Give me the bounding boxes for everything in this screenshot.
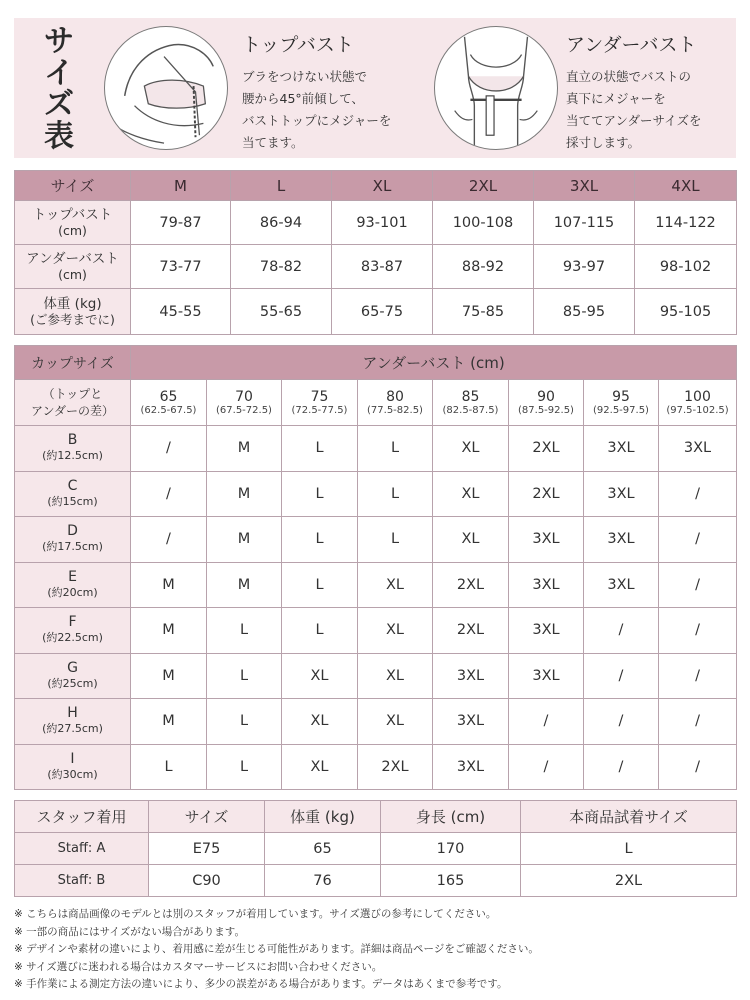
note-line: ※ サイズ選びに迷われる場合はカスタマーサービスにお問い合わせください。 [14, 960, 383, 973]
table-cell: M [131, 653, 207, 699]
size-guide-header [14, 18, 736, 158]
size-col-header: 4XL [635, 171, 737, 201]
table-cell: / [659, 608, 737, 654]
table-cell: 3XL [509, 562, 584, 608]
size-col-header: 2XL [433, 171, 534, 201]
table-cell: L [282, 517, 358, 563]
under-bust-column: 80 (77.5-82.5) [358, 380, 433, 426]
table-cell: L [207, 699, 282, 745]
notes [14, 906, 736, 994]
under-bust-column: 100 (97.5-102.5) [659, 380, 737, 426]
staff-name: Staff: A [15, 833, 149, 865]
table-cell: / [584, 608, 659, 654]
under-bust-illustration [434, 26, 558, 150]
table-cell: 2XL [358, 744, 433, 790]
table-cell: / [509, 699, 584, 745]
row-label: トップバスト (cm) [15, 201, 131, 245]
table-cell: 75-85 [433, 289, 534, 335]
table-cell: 86-94 [231, 201, 332, 245]
cup-label: H (約27.5cm) [15, 699, 131, 745]
staff-header-cell: サイズ [149, 801, 265, 833]
table-cell: M [207, 562, 282, 608]
row-label: アンダーバスト (cm) [15, 245, 131, 289]
table-cell: 2XL [509, 471, 584, 517]
staff-header-cell: スタッフ着用 [15, 801, 149, 833]
table-cell: / [659, 653, 737, 699]
cup-size-subtitle: （トップと アンダーの差） [15, 380, 131, 426]
row-label: 体重 (kg) (ご参考までに) [15, 289, 131, 335]
table-cell: 85-95 [534, 289, 635, 335]
table-cell: / [584, 744, 659, 790]
table-cell: 3XL [433, 744, 509, 790]
top-bust-illustration [104, 26, 228, 150]
table-cell: XL [358, 562, 433, 608]
table-row [15, 865, 737, 897]
size-table [14, 170, 737, 335]
table-cell: 114-122 [635, 201, 737, 245]
staff-header-cell: 本商品試着サイズ [521, 801, 737, 833]
table-cell: XL [358, 699, 433, 745]
table-cell: 65-75 [332, 289, 433, 335]
table-row [15, 426, 737, 472]
table-cell: 93-97 [534, 245, 635, 289]
table-cell: 3XL [509, 653, 584, 699]
under-bust-columns-row [15, 380, 737, 426]
table-cell: 95-105 [635, 289, 737, 335]
table-cell: XL [358, 608, 433, 654]
note-line: ※ 一部の商品にはサイズがない場合があります。 [14, 925, 245, 938]
table-cell: L [207, 744, 282, 790]
table-cell: 2XL [521, 865, 737, 897]
table-cell: / [659, 699, 737, 745]
table-cell: 3XL [509, 608, 584, 654]
size-header-row [15, 171, 737, 201]
table-cell: 65 [265, 833, 381, 865]
table-row [15, 245, 737, 289]
table-row [15, 201, 737, 245]
table-cell: L [207, 653, 282, 699]
size-col-header: XL [332, 171, 433, 201]
table-cell: 76 [265, 865, 381, 897]
size-col-header: L [231, 171, 332, 201]
table-cell: L [521, 833, 737, 865]
table-cell: / [509, 744, 584, 790]
table-cell: 100-108 [433, 201, 534, 245]
under-bust-column: 85 (82.5-87.5) [433, 380, 509, 426]
table-cell: E75 [149, 833, 265, 865]
table-row [15, 562, 737, 608]
table-cell: L [282, 562, 358, 608]
table-cell: 78-82 [231, 245, 332, 289]
cup-label: I (約30cm) [15, 744, 131, 790]
table-cell: M [131, 562, 207, 608]
table-cell: / [659, 744, 737, 790]
table-cell: L [358, 517, 433, 563]
under-bust-column: 95 (92.5-97.5) [584, 380, 659, 426]
staff-name: Staff: B [15, 865, 149, 897]
under-bust-title: アンダーバスト [566, 34, 697, 56]
table-cell: / [584, 653, 659, 699]
note-line: ※ こちらは商品画像のモデルとは別のスタッフが着用しています。サイズ選びの参考にしてください。 [14, 908, 497, 920]
table-cell: XL [282, 699, 358, 745]
table-cell: / [584, 699, 659, 745]
table-cell: M [207, 426, 282, 472]
table-cell: / [659, 471, 737, 517]
table-cell: L [282, 608, 358, 654]
table-cell: 3XL [433, 699, 509, 745]
table-cell: 45-55 [131, 289, 231, 335]
table-cell: XL [433, 426, 509, 472]
note-line: ※ 手作業による測定方法の違いにより、多少の誤差がある場合があります。データはあくまで参考です。 [14, 978, 508, 990]
table-row [15, 699, 737, 745]
table-row [15, 744, 737, 790]
table-cell: XL [358, 653, 433, 699]
under-bust-description: 直立の状態でバストの 真下にメジャーを 当ててアンダーサイズを 採寸します。 [566, 69, 702, 150]
table-cell: XL [282, 744, 358, 790]
table-cell: / [659, 517, 737, 563]
under-bust-header: アンダーバスト (cm) [131, 346, 737, 380]
cup-label: E (約20cm) [15, 562, 131, 608]
cup-label: B (約12.5cm) [15, 426, 131, 472]
table-row [15, 517, 737, 563]
table-cell: 83-87 [332, 245, 433, 289]
table-cell: L [207, 608, 282, 654]
cup-label: G (約25cm) [15, 653, 131, 699]
staff-table [14, 800, 737, 897]
under-bust-column: 70 (67.5-72.5) [207, 380, 282, 426]
table-cell: / [659, 562, 737, 608]
table-cell: XL [433, 517, 509, 563]
table-cell: L [358, 471, 433, 517]
table-cell: M [131, 608, 207, 654]
staff-header-cell: 身長 (cm) [381, 801, 521, 833]
cup-size-table [14, 345, 737, 790]
table-row [15, 833, 737, 865]
table-cell: L [358, 426, 433, 472]
table-cell: 165 [381, 865, 521, 897]
table-cell: 170 [381, 833, 521, 865]
table-cell: XL [282, 653, 358, 699]
table-cell: L [282, 471, 358, 517]
cup-label: F (約22.5cm) [15, 608, 131, 654]
under-bust-column: 90 (87.5-92.5) [509, 380, 584, 426]
table-cell: 93-101 [332, 201, 433, 245]
table-cell: 3XL [584, 517, 659, 563]
top-bust-title: トップバスト [242, 34, 354, 56]
cup-label: D (約17.5cm) [15, 517, 131, 563]
staff-header-cell: 体重 (kg) [265, 801, 381, 833]
table-cell: 98-102 [635, 245, 737, 289]
table-cell: L [131, 744, 207, 790]
table-row [15, 653, 737, 699]
table-cell: 107-115 [534, 201, 635, 245]
table-cell: 3XL [584, 562, 659, 608]
table-cell: 3XL [584, 426, 659, 472]
table-cell: XL [433, 471, 509, 517]
staff-header-row [15, 801, 737, 833]
table-cell: 2XL [509, 426, 584, 472]
top-bust-description: ブラをつけない状態で 腰から45°前傾して、 バストトップにメジャーを 当てます。 [242, 69, 392, 150]
size-col-header: M [131, 171, 231, 201]
cup-label: C (約15cm) [15, 471, 131, 517]
table-cell: 73-77 [131, 245, 231, 289]
table-row [15, 289, 737, 335]
table-cell: / [131, 517, 207, 563]
table-row [15, 471, 737, 517]
size-col-header: 3XL [534, 171, 635, 201]
cup-header-row [15, 346, 737, 380]
table-cell: L [282, 426, 358, 472]
table-cell: 2XL [433, 562, 509, 608]
cup-size-header: カップサイズ [15, 346, 131, 380]
table-cell: M [207, 517, 282, 563]
table-cell: 79-87 [131, 201, 231, 245]
under-bust-column: 65 (62.5-67.5) [131, 380, 207, 426]
table-cell: / [131, 471, 207, 517]
size-chart-title: サイズ表 [44, 24, 74, 154]
table-cell: 3XL [659, 426, 737, 472]
table-cell: / [131, 426, 207, 472]
table-cell: 3XL [584, 471, 659, 517]
note-line: ※ デザインや素材の違いにより、着用感に差が生じる可能性があります。詳細は商品ページをご確認ください。 [14, 943, 539, 955]
table-cell: C90 [149, 865, 265, 897]
under-bust-column: 75 (72.5-77.5) [282, 380, 358, 426]
size-header-label: サイズ [15, 171, 131, 201]
table-cell: 3XL [433, 653, 509, 699]
table-cell: 55-65 [231, 289, 332, 335]
table-cell: 3XL [509, 517, 584, 563]
table-cell: 88-92 [433, 245, 534, 289]
table-cell: M [131, 699, 207, 745]
table-row [15, 608, 737, 654]
table-cell: 2XL [433, 608, 509, 654]
table-cell: M [207, 471, 282, 517]
